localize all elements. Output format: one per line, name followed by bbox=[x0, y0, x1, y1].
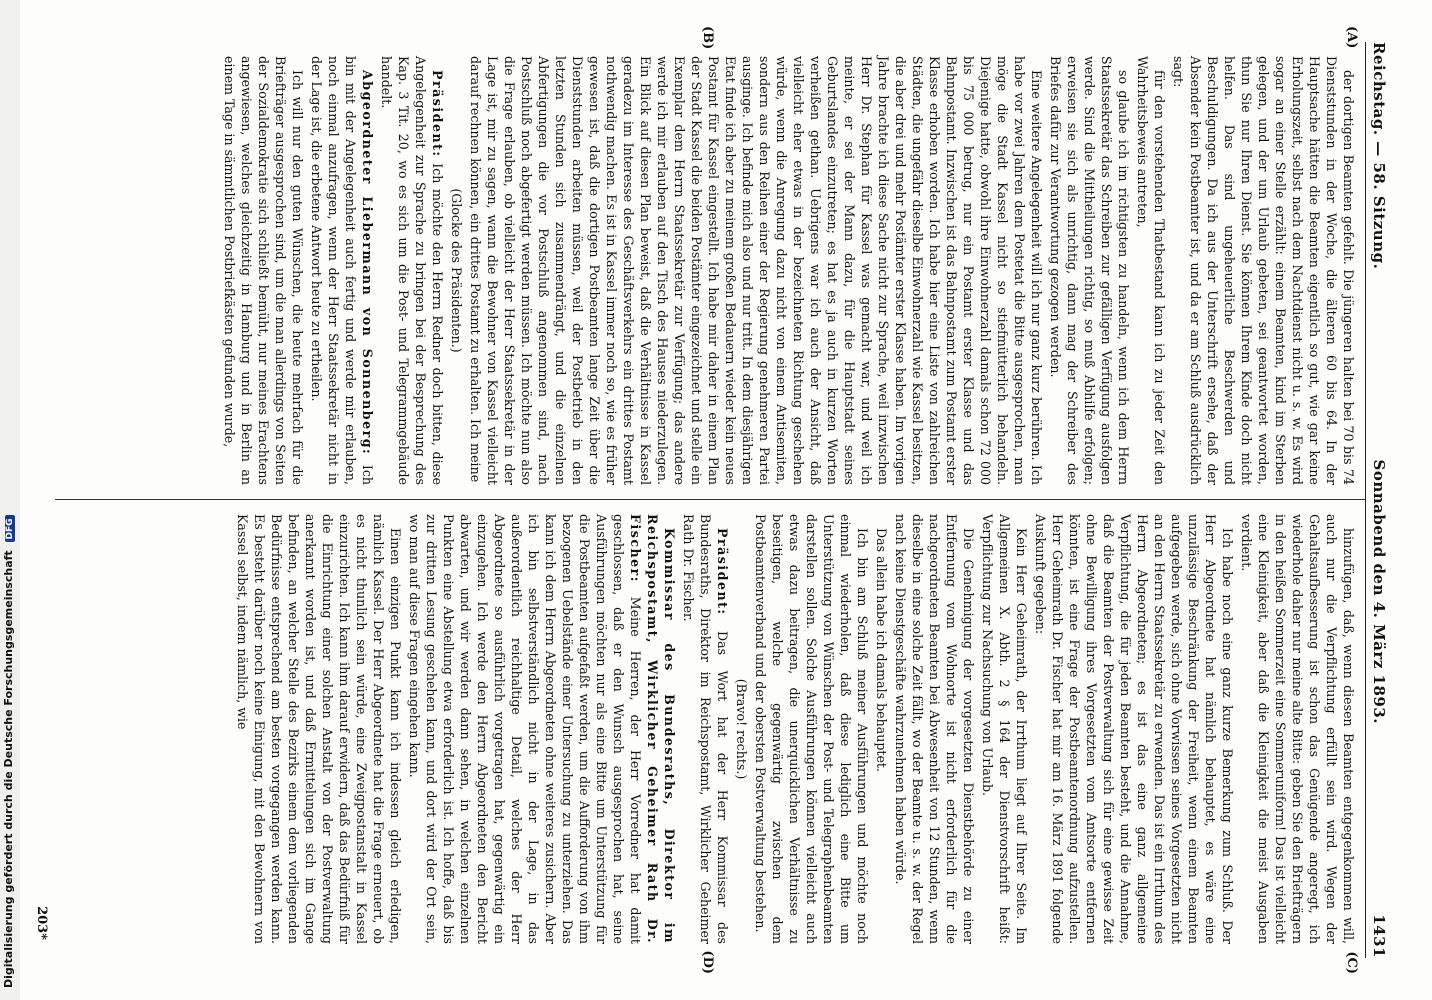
speaker-name: Kommissar des Bundesraths, Direktor im Reichspostamt, Wirklicher Geheimer Rath Dr. Fischer: bbox=[628, 514, 677, 944]
paragraph: (Glocke des Präsidenten.) bbox=[449, 188, 464, 353]
left-column bbox=[55, 42, 1365, 500]
digitization-credit bbox=[2, 0, 15, 988]
paragraph: Präsident: Das Wort hat der Herr Kommissar des Bundesraths, Direktor im Reichspostamt, Wirklicher Geheimer Rath Dr. Fischer. bbox=[681, 514, 730, 944]
paragraph: Ich habe noch eine ganz kurze Bemerkung zum Schluß. Der Herr Abgeordnete hat nämlich behauptet, es wäre eine unzulässige Beschränkung der Freiheit, wenn einem Beamten aufgegeben werde, sich ohne Vorwissen seines Vorgesetzten nicht an den Herrn Staatssekretär zu erwenden. Das ist ein Irrthum des Herrn Abgeordneten; es ist das eine ganz allgemeine Verpflichtung, die für jeden Beamten besteht, und die Annahme, daß die Beamten der Postverwaltung sich für eine gewisse Zeit ohne Bewilligung ihres Vorgesetzten vom Amtsorte entfernen könnten, ist eine Frage der Postbeamtenordnung aufzustellen. Herr Geheimrath Dr. Fischer hat mir am 16. März 1891 folgende Auskunft gegeben: bbox=[1033, 514, 1235, 944]
paragraph: Das allein habe ich damals behauptet. bbox=[874, 528, 889, 772]
paragraph: (Bravo! rechts.) bbox=[734, 678, 749, 780]
page-footer-mark: 203* bbox=[34, 906, 49, 940]
speaker-name: Präsident: bbox=[430, 70, 445, 158]
header-center: Sonnabend den 4. März 1893. bbox=[1370, 459, 1388, 725]
paragraph: für den vorstehenden Thatbestand kann ich zu jeder Zeit den Wahrheitsbeweis antreten, bbox=[1135, 56, 1167, 485]
right-column bbox=[55, 500, 1365, 958]
header-left: Reichstag. — 58. Sitzung. bbox=[1370, 42, 1388, 270]
digitization-credit-strip bbox=[0, 0, 20, 1000]
paragraph: so glaube ich im richtigsten zu handeln, wenn ich dem Herrn Staatssekretär das Schreiben zur gefälligen Verfügung ausfolgen werde. Sind die Mittheilungen richtig, so muß Abhilfe erfolgen; erweisen sie sich als unrichtig, dann mag der Schreiber des Briefes dafür zur Verantwortung gezogen werden. bbox=[1048, 56, 1131, 485]
dfg-logo: DFG bbox=[5, 515, 15, 542]
speaker-name: Präsident: bbox=[715, 528, 730, 616]
paragraph: hinzufügen, daß, wenn diesen Beamten entgegenkommen will, auch nur die Verpflichtung erfüllt sein wird. Wegen der Gehaltsaufbesserung ist schon das Genügende angeregt, ich wiederhole daher nur meine alte Bitte: geben Sie den Briefträgern in den heißen Sommerzeit eine Sommeruniform! Das ist vielleicht eine Kleinigkeit, aber daß die Kleinigkeit die meist Ausgaben verdient. bbox=[1239, 514, 1356, 944]
paragraph: Die Genehmigung der vorgesetzten Dienstbehörde zu einer Entfernung vom Wohnorte ist nicht erforderlich für die nachgeordneten Beamten bei Abwesenheit von 12 Stunden, wenn dieselbe in eine solche Zeit fällt, wo der Beamte u. s. w. der Regel nach keine Dienstgeschäfte wahrzunehmen haben würde. bbox=[893, 514, 976, 944]
margin-marker-a: (A) bbox=[1344, 26, 1359, 49]
margin-marker-d: (D) bbox=[700, 950, 715, 974]
page-number: 1431 bbox=[1370, 914, 1388, 958]
paragraph: Einen einzigen Punkt kann ich indessen gleich erledigen, nämlich Kassel. Der Herr Abgeordnete hat die Frage erneuert, ob es nicht thunlich sein würde, eine Zweigpostanstalt in Kassel einzurichten. Ich kann ihm darauf erwidern, daß das Bedürfniß für die Einrichtung einer solchen Anstalt von der Postverwaltung anerkannt worden ist, und daß Ermittelungen sich im Gange befinden, an welcher Stelle des Bezirks einem dem vorliegenden Bedürfnisse entsprechend am besten vorgegangen werden kann. Es besteht darüber noch keine Einigung, mit den Bewohnern von Kassel selbst, indem nämlich, wie bbox=[235, 514, 403, 944]
paragraph: Präsident: Ich möchte den Herrn Redner doch bitten, diese Angelegenheit zur Sprache zu bringen bei der Besprechung des Kap. 3 Tit. 20, wo es sich um die Post- und Telegrammgebäude handelt. bbox=[379, 56, 445, 485]
margin-marker-b: (B) bbox=[700, 26, 715, 50]
speaker-name: Abgeordneter Liebermann von Sonnenberg: bbox=[360, 70, 375, 456]
paragraph: Kein Herr Geheimrath, der Irrthum liegt auf Ihrer Seite. Im Allgemeinen X. Abth. 2 § 164 der Dienstvorschrift heißt: Verpflichtung zur Nachsuchung von Urlaub. bbox=[980, 514, 1029, 944]
paragraph: der dortigen Beamten gefehlt. Die jüngeren halten bei 70 bis 74 Dienststunden in der Woche, die älteren 60 bis 64. In der Hauptsache hätten die Beamten eigentlich so gut, wie gar keine Erholungszeit, selbst nach dem Nachtdienst nicht u. s. w. Es wird sogar an einer Stelle erzählt: einem Beamten, kind im Sterben gelegen, und der um Urlaub gebeten, sei geantwortet worden, thun Sie nur Ihren Dienst. Sie können Ihrem Kinde doch nicht helfen. Das sind ungeheuerliche Beschwerden und Beschuldigungen. Da ich aus der Unterschrift ersehe, daß der Absender kein Postbeamter ist, und da er am Schluß ausdrücklich sagt: bbox=[1171, 56, 1356, 485]
paragraph: Ich will nur den guten Wünschen, die heute mehrfach für die Briefträger ausgesprochen sind, um die man allerdings von Seiten der Sozialdemokratie sich schließt bemüht, nur meines Erachtens angewiesen, welches gleichzeitig in Hamburg und in Berlin an einem Tage in sämmtlichen Postbriefkästen gefunden wurde, bbox=[222, 56, 305, 485]
paragraph: Eine weitere Angelegenheit will ich nur ganz kurz berühren. Ich habe vor zwei Jahren dem Postetat die Bitte ausgesprochen, man möge die Stadt Kassel nicht so stiefmütterlich behandeln. Diejenige hatte, obwohl ihre Einwohnerzahl damals schon 72 000 bis 75 000 betrug, nur ein Postamt erster Klasse und das Bahnpostamt. Inzwischen ist das Bahnpostamt zum Postamt erster Klasse erhoben worden. Ich habe hier eine Liste von zahlreichen Städten, die ungefähr dieselbe Einwohnerzahl wie Kassel besitzen, die aber drei und mehr Postämter erster Klasse haben. Im vorigen Jahre brachte ich diese Sache nicht zur Sprache, weil inzwischen Herr Dr. Stephan für Kassel was gemacht war, und weil ich meinte, er sei der Mann dazu, für die Hauptstadt seines Geburtslandes einzutreten; es hat es ja auch in kurzen Worten verheißen gethan. Uebrigens war ich auch der Ansicht, daß vielleicht eher etwas in der bezeichneten Richtung geschehen würde, wenn die Anregung dazu nicht von einem Antisemiten, sondern aus den Reihen einer der Regierung genehmeren Partei ausginge. Ich befinde mich also und nur tritt. In dem diesjährigen Etat finde ich aber zu meinem großen Bedauern wieder kein neues Postamt für Kassel eingestellt. Ich habe mir daher in einem Plan der Stadt Kassel die beiden Postämter eingezeichnet und stelle ein Exemplar dem Herrn Staatssekretär zur Verfügung; das andere werde ich mir erlauben auf den Tisch des Hauses niederzulegen. Ein Blick auf diesen Plan beweist, daß die Verhältnisse in Kassel geradezu im Interesse des Geschäftsverkehrs ein drittes Postamt nothwendig machen. Es ist in Kassel immer noch so, wie es früher gewesen ist, daß die dortigen Postbeamten lange Zeit über die Dienststunden arbeiten müssen, weil der Postbetrieb in den letzten Stunden sich zusammendrängt, und die einzelnen Abfertigungen die vor Postschluß angenommen sind, nach Postschluß noch abgefertigt werden müssen. Ich möchte nun also die Frage erlauben, ob vielleicht der Herr Staatssekretär in der Lage ist, mir zu sagen, wann die Bewohner von Kassel vielleicht darauf rechnen können, ein drittes Postamt zu erhalten. Ich meine bbox=[468, 56, 1044, 486]
margin-marker-c: (C) bbox=[1344, 951, 1359, 974]
page-header bbox=[1365, 42, 1392, 958]
credit-text: Digitalisierung gefördert durch die Deutsche Forschungsgemeinschaft bbox=[2, 550, 15, 988]
paragraph: Kommissar des Bundesraths, Direktor im Reichspostamt, Wirklicher Geheimer Rath Dr. Fischer: Meine Herren, der Herr Vorredner hat damit geschlossen, daß er den Wunsch ausgesprochen hat, seine Ausführungen möchten nur als eine Bitte um Unterstützung für die Postbeamten aufgefaßt werden, um die Aufforderung von ihm bezogenen Uebelstände einer Untersuchung zu unterziehen. Das kann ich dem Herrn Abgeordneten ohne weiteres zusichern. Aber ich bin selbstverständlich nicht in der Lage, in das außerordentlich reichhaltige Detail, welches der Herr Abgeordnete so ausführlich vorgetragen hat, gegenwärtig ein einzugehen. Ich werde den Herrn Abgeordneten den Bericht abwarten, und wir werden dann sehen, in welchen einzelnen Punkten eine Abstellung etwa erforderlich ist. Ich hoffe, daß bis zur dritten Lesung geschehen kann, und dort wird der Ort sein, wo man auf diese Fragen eingehen kann. bbox=[407, 514, 677, 944]
text-columns bbox=[55, 26, 1365, 974]
rotated-document bbox=[26, 20, 1406, 980]
paragraph: Ich bin am Schluß meiner Ausführungen und möchte noch einmal wiederholen, daß diese lediglich eine Bitte um Unterstützung von Wünschen der Post- und Telegraphenbeamten darstellen sollen. Solche Ausführungen können vielleicht auch etwas dazu beitragen, die unerquicklichen Verhältnisse zu beseitigen, welche gegenwärtig zwischen dem Postbeamtenverband und der obersten Postverwaltung bestehen. bbox=[753, 514, 870, 944]
paragraph: Abgeordneter Liebermann von Sonnenberg: Ich bin mit der Angelegenheit auch fertig und werde mir erlauben, noch einmal anzufragen, wenn der Herr Staatssekretär nicht in der Lage ist, die erbetene Antwort heute zu ertheilen. bbox=[309, 56, 375, 485]
